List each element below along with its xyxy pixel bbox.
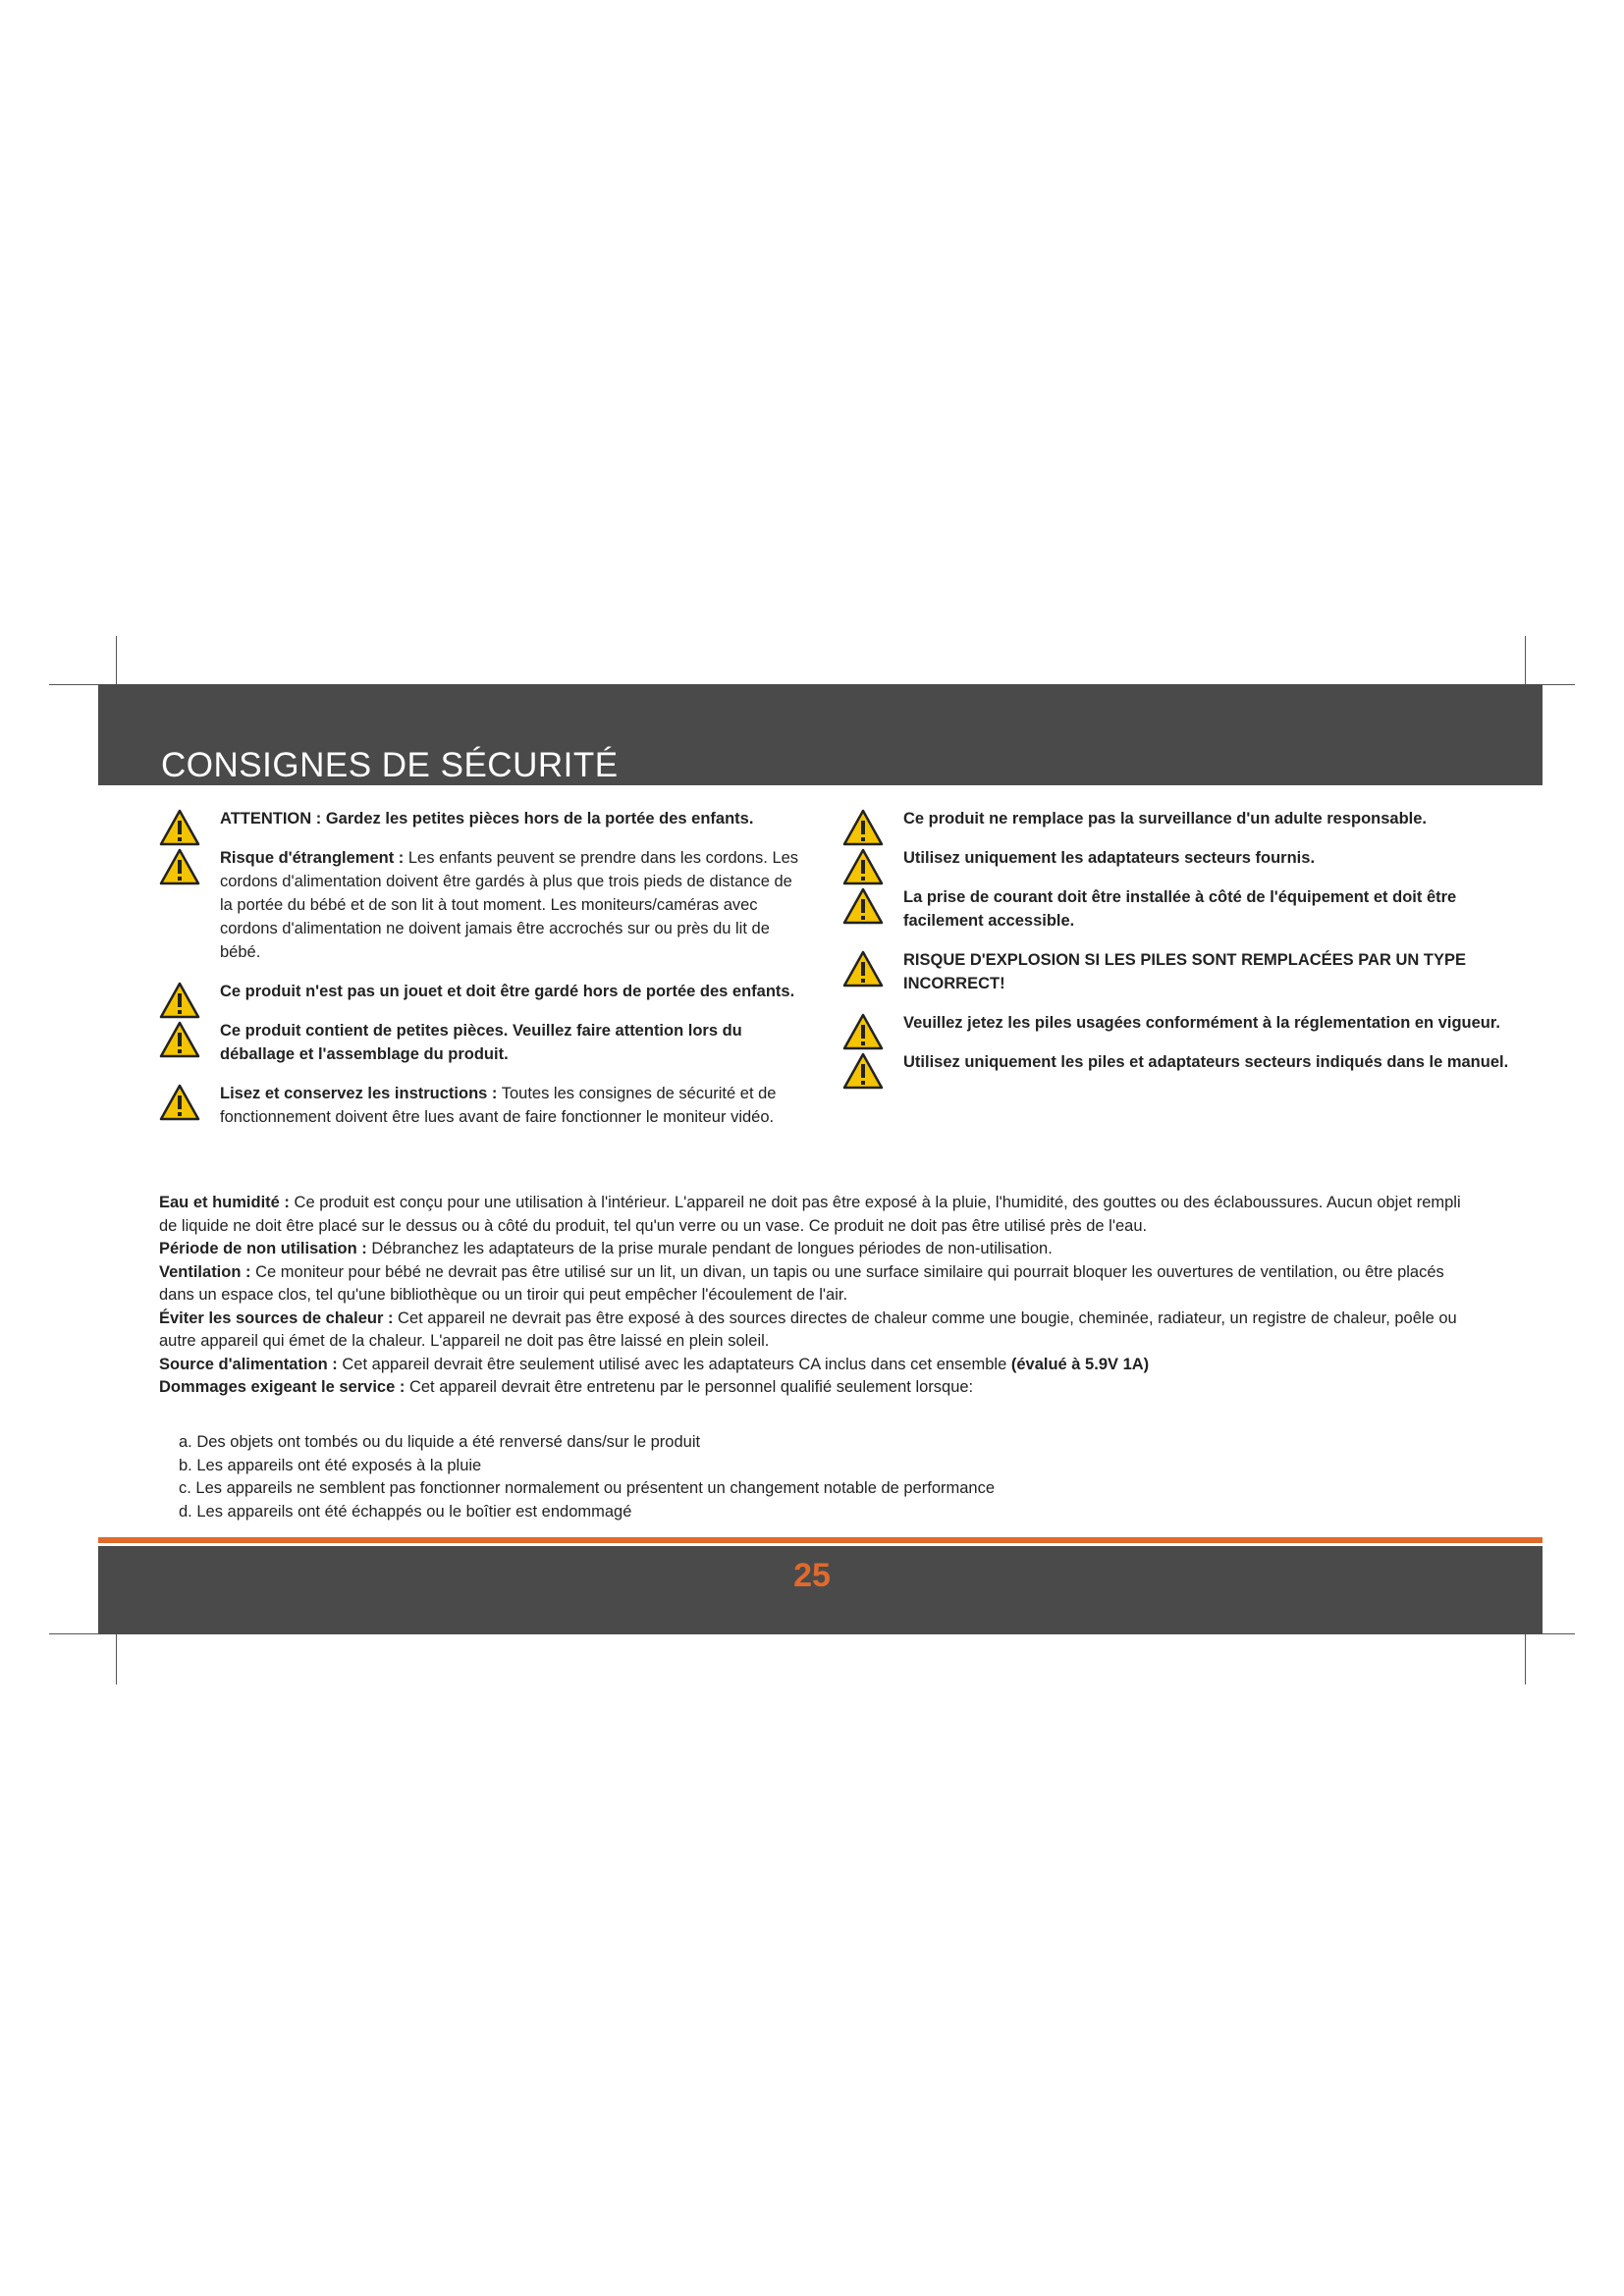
list-item: d. Les appareils ont été échappés ou le boîtier est endommagé <box>179 1502 632 1521</box>
warning-triangle-icon <box>159 1084 200 1121</box>
warning-triangle-icon <box>842 1052 884 1090</box>
warning-bold: Ce produit n'est pas un jouet et doit être gardé hors de portée des enfants. <box>220 983 795 1000</box>
warning-item <box>159 1019 807 1066</box>
warning-item <box>842 1050 1510 1074</box>
warning-triangle-icon <box>842 1013 884 1050</box>
warning-item <box>842 807 1510 830</box>
warning-item <box>842 1011 1510 1035</box>
page-number: 25 <box>793 1557 831 1594</box>
crop-mark <box>116 1633 117 1684</box>
list-item: c. Les appareils ne semblent pas fonctionner normalement ou présentent un changement notable de performance <box>179 1479 996 1497</box>
footer-accent-line <box>98 1537 1543 1543</box>
warning-item <box>159 846 807 964</box>
warning-bold: La prise de courant doit être installée à côté de l'équipement et doit être facilement accessible. <box>903 888 1457 930</box>
paragraph <box>159 1238 1465 1261</box>
paragraph-label: Dommages exigeant le service : <box>159 1378 406 1396</box>
warning-text: Toutes les consignes de sécurité et de fonctionnement doivent être lues avant de faire fonctionner le moniteur vidéo. <box>220 1085 777 1126</box>
left-warnings <box>159 807 807 1145</box>
warning-triangle-icon <box>159 809 200 846</box>
warning-item <box>842 846 1510 870</box>
paragraph <box>159 1192 1465 1238</box>
right-warnings <box>842 807 1510 1090</box>
warning-triangle-icon <box>159 1021 200 1058</box>
service-list <box>179 1431 995 1523</box>
warning-bold: Lisez et conservez les instructions : <box>220 1085 498 1102</box>
paragraph-rating: (évalué à 5.9V 1A) <box>1010 1355 1150 1373</box>
warning-bold: RISQUE D'EXPLOSION SI LES PILES SONT REMPLACÉES PAR UN TYPE INCORRECT! <box>903 951 1466 992</box>
crop-mark <box>1525 636 1526 687</box>
paragraph <box>159 1261 1465 1308</box>
page-title: CONSIGNES DE SÉCURITÉ <box>161 746 619 784</box>
warning-bold: Utilisez uniquement les adaptateurs secteurs fournis. <box>903 849 1316 867</box>
paragraph-label: Ventilation : <box>159 1262 251 1281</box>
warning-triangle-icon <box>842 809 884 846</box>
warning-triangle-icon <box>842 887 884 925</box>
paragraph <box>159 1308 1465 1354</box>
warning-bold: Veuillez jetez les piles usagées conformément à la réglementation en vigueur. <box>903 1014 1500 1032</box>
warning-bold: Utilisez uniquement les piles et adaptateurs secteurs indiqués dans le manuel. <box>903 1053 1509 1071</box>
paragraph-text: Cet appareil ne devrait pas être exposé à des sources directes de chaleur comme une bougie, cheminée, radiateur, un registre de chaleur, poêle ou autre appareil qui émet de la chaleur. L'appareil ne doit pas être laissé en plein soleil. <box>159 1308 1457 1350</box>
paragraph <box>159 1376 1465 1400</box>
warning-triangle-icon <box>159 848 200 885</box>
warning-triangle-icon <box>842 848 884 885</box>
paragraph-text: Débranchez les adaptateurs de la prise murale pendant de longues périodes de non-utilisation. <box>366 1240 1053 1257</box>
paragraph-label: Eau et humidité : <box>159 1194 290 1211</box>
paragraph-label: Source d'alimentation : <box>159 1355 338 1373</box>
crop-mark <box>116 636 117 687</box>
list-item: b. Les appareils ont été exposés à la pluie <box>179 1456 482 1474</box>
paragraph-text: Ce produit est conçu pour une utilisation à l'intérieur. L'appareil ne doit pas être exposé à la pluie, l'humidité, des gouttes ou des éclaboussures. Aucun objet rempli de liquide ne doit être placé sur le dessus ou à côté du produit, tel qu'un verre ou un vase. Ce produit ne doit pas être utilisé près de l'eau. <box>159 1194 1461 1235</box>
warning-triangle-icon <box>842 950 884 988</box>
list-item: a. Des objets ont tombés ou du liquide a été renversé dans/sur le produit <box>179 1433 701 1451</box>
warning-item <box>159 980 807 1003</box>
paragraph-text: Cet appareil devrait être entretenu par le personnel qualifié seulement lorsque: <box>405 1378 974 1396</box>
crop-mark <box>1525 1633 1526 1684</box>
warning-item <box>159 807 807 830</box>
warning-bold: Ce produit contient de petites pièces. Veuillez faire attention lors du déballage et l'assemblage du produit. <box>220 1022 742 1063</box>
warning-item <box>842 885 1510 933</box>
paragraph-text: Cet appareil devrait être seulement utilisé avec les adaptateurs CA inclus dans cet ensemble <box>337 1355 1011 1373</box>
paragraph-text: Ce moniteur pour bébé ne devrait pas être utilisé sur un lit, un divan, un tapis ou une surface similaire qui pourrait bloquer les ouvertures de ventilation, ou être placés dans un espace clos, tel qu'une bibliothèque ou un tiroir qui peut empêcher l'écoulement de l'air. <box>159 1262 1444 1304</box>
paragraph-label: Période de non utilisation : <box>159 1240 367 1257</box>
warning-bold: Risque d'étranglement : <box>220 849 405 867</box>
safety-paragraphs <box>159 1192 1465 1400</box>
warning-bold: Ce produit ne remplace pas la surveillance d'un adulte responsable. <box>903 810 1428 828</box>
paragraph <box>159 1354 1465 1377</box>
warning-text: Les enfants peuvent se prendre dans les cordons. Les cordons d'alimentation doivent être gardés à plus que trois pieds de distance de la portée du bébé et de son lit à tout moment. Les moniteurs/caméras avec cordons d'alimentation ne doivent jamais être accrochés sur ou près du lit de bébé. <box>220 849 799 961</box>
warning-item <box>842 948 1510 995</box>
warning-item <box>159 1082 807 1129</box>
warning-bold: ATTENTION : Gardez les petites pièces hors de la portée des enfants. <box>220 810 754 828</box>
warning-triangle-icon <box>159 982 200 1019</box>
paragraph-label: Éviter les sources de chaleur : <box>159 1308 394 1327</box>
